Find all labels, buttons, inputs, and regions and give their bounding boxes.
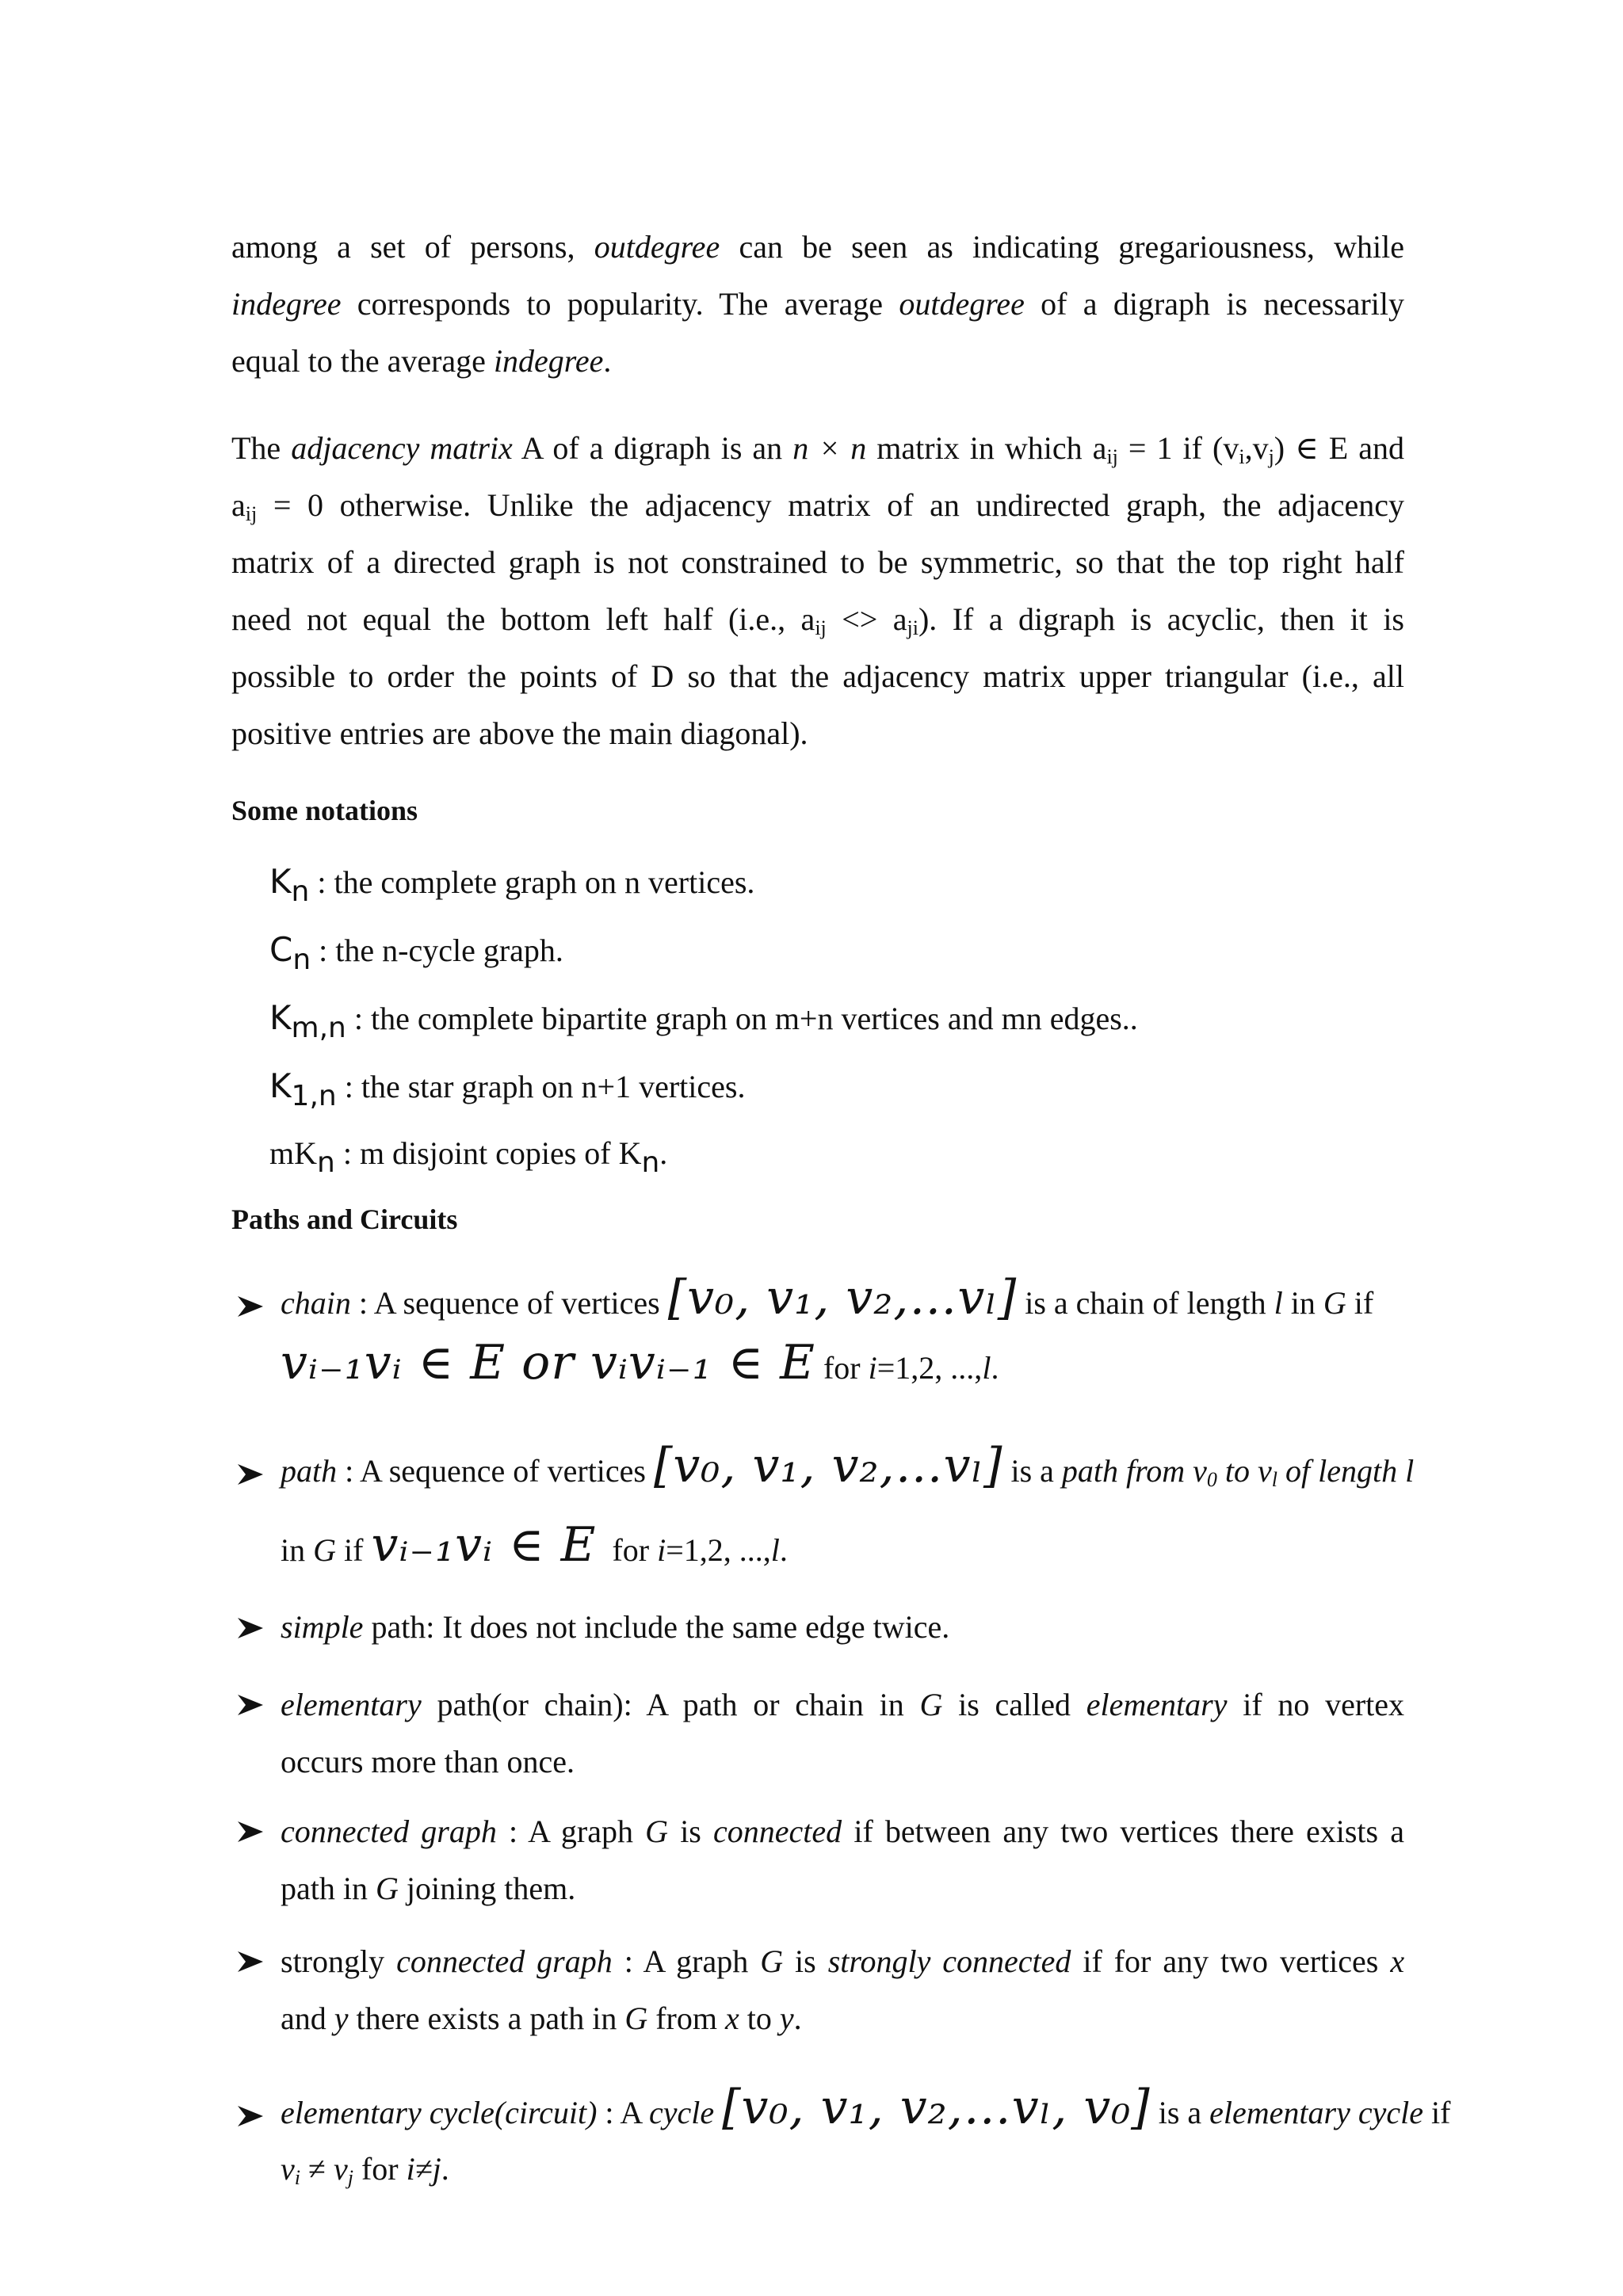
math-vertex-sequence: [v₀, v₁, v₂,…vₗ]: [667, 1270, 1018, 1325]
bullet-connected-graph: connected graph : A graph G is connected if between any two vertices there exists a path in G joining them.: [236, 1803, 1404, 1917]
math-path-condition: vᵢ₋₁vᵢ ∈ E: [371, 1517, 597, 1573]
bullet-strongly-connected: strongly connected graph : A graph G is strongly connected if for any two vertices x and y there exists a path in G from x to y.: [236, 1933, 1404, 2047]
notation-star-graph: K1,n : the star graph on n+1 vertices.: [269, 1066, 746, 1112]
notation-disjoint-copies: mKn : m disjoint copies of Kn.: [269, 1135, 668, 1179]
arrow-bullet-icon: [236, 1616, 265, 1640]
heading-some-notations: Some notations: [231, 795, 418, 826]
text-line: matrix of a directed graph is not constrained to be symmetric, so that the top right half: [231, 544, 1404, 580]
bullet-chain: chain : A sequence of vertices [v₀, v₁, v₂,…vₗ] is a chain of length l in G if vᵢ₋₁vᵢ ∈ E or vᵢvᵢ₋₁ ∈ E for i=1,2, ...,l.: [236, 1266, 1404, 1401]
math-cycle-sequence: [v₀, v₁, v₂,…vₗ, v₀]: [722, 2080, 1151, 2135]
arrow-bullet-icon: [236, 1820, 265, 1844]
text-line: The adjacency matrix A of a digraph is an n × n matrix in which $a_{ij} = 1$ if $(v_i,v_j)$ ∈ E and: [231, 430, 1405, 468]
bullet-path: path : A sequence of vertices [v₀, v₁, v₂,…vₗ] is a path from $v_0$ to $v_l$ of length l in G if vᵢ₋₁vᵢ ∈ E for i=1,2, ...,l.: [236, 1434, 1404, 1577]
text-line: among a set of persons, outdegree can be seen as indicating gregariousness, while: [231, 229, 1405, 265]
notation-bipartite-graph: Km,n : the complete bipartite graph on m+n vertices and mn edges..: [269, 998, 1138, 1044]
math-vertex-sequence: [v₀, v₁, v₂,…vₗ]: [654, 1438, 1003, 1493]
arrow-bullet-icon: [236, 1295, 265, 1318]
paragraph-adjacency-matrix: [231, 420, 1404, 762]
text-line: need not equal the bottom left half (i.e., $a_{ij} <> a_{ji}$). If a digraph is acyclic, then it is: [231, 601, 1404, 639]
notation-cycle-graph: Cn : the n-cycle graph.: [269, 930, 563, 976]
text-line: $a_{ij} = 0$ otherwise. Unlike the adjacency matrix of an undirected graph, the adjacency: [231, 487, 1405, 525]
arrow-bullet-icon: [236, 1463, 265, 1486]
bullet-elementary-cycle: elementary cycle(circuit) : A cycle [v₀, v₁, v₂,…vₗ, v₀] is a elementary cycle if $v_i \ne v_j$ for i≠j.: [236, 2076, 1404, 2203]
notation-complete-graph: Kn : the complete graph on n vertices.: [269, 862, 755, 908]
heading-paths-and-circuits: Paths and Circuits: [231, 1203, 458, 1235]
text-line: possible to order the points of D so that the adjacency matrix upper triangular (i.e., all: [231, 658, 1404, 694]
arrow-bullet-icon: [236, 1693, 265, 1717]
text-line: positive entries are above the main diagonal).: [231, 715, 808, 751]
text-line: indegree corresponds to popularity. The average outdegree of a digraph is necessarily: [231, 286, 1405, 322]
bullet-elementary: elementary path(or chain): A path or chain in G is called elementary if no vertex occurs more than once.: [236, 1676, 1404, 1791]
arrow-bullet-icon: [236, 1950, 265, 1974]
math-chain-condition: vᵢ₋₁vᵢ ∈ E or vᵢvᵢ₋₁ ∈ E: [281, 1335, 815, 1390]
arrow-bullet-icon: [236, 2104, 265, 2128]
paragraph-outdegree: [231, 219, 1404, 390]
text-line: equal to the average indegree.: [231, 343, 612, 379]
bullet-simple: simple path: It does not include the same edge twice.: [236, 1604, 1404, 1651]
